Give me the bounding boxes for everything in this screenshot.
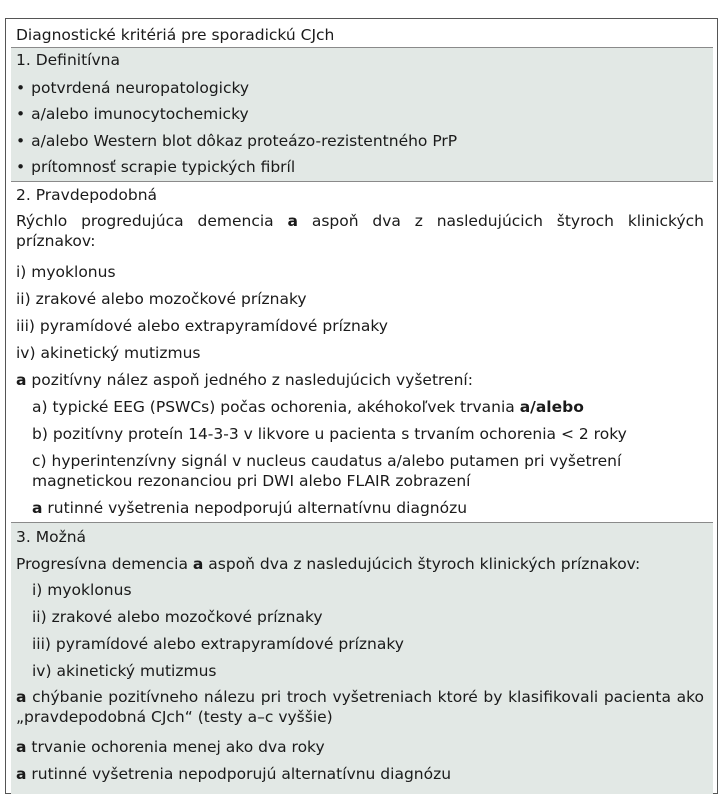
routine-tests xyxy=(16,764,451,784)
conjunction: a xyxy=(16,371,27,389)
section-possible-heading: 3. Možná xyxy=(16,528,87,546)
conjunction: a xyxy=(192,555,204,573)
test-a xyxy=(32,397,584,417)
conjunction: a xyxy=(16,765,27,783)
tests-intro xyxy=(16,370,473,390)
divider xyxy=(11,522,713,523)
test-a-text: a) typické EEG (PSWCs) počas ochorenia, akéhokoľvek trvania xyxy=(32,398,520,416)
test-b: b) pozitívny proteín 14-3-3 v likvore u pacienta s trvaním ochorenia < 2 roky xyxy=(32,425,627,443)
list-item: ii) zrakové alebo mozočkové príznaky xyxy=(16,290,307,308)
list-item: • potvrdená neuropatologicky xyxy=(16,78,249,98)
section-definitive-heading: 1. Definitívna xyxy=(16,51,120,69)
conjunction: a xyxy=(32,499,43,517)
duration-text: trvanie ochorenia menej ako dva roky xyxy=(26,738,325,756)
section-possible-intro xyxy=(16,554,640,574)
list-item: • a/alebo imunocytochemicky xyxy=(16,104,249,124)
duration-criterion xyxy=(16,737,325,757)
intro-text: aspoň dva z nasledujúcich štyroch klinických príznakov: xyxy=(16,212,704,250)
routine-tests xyxy=(32,498,467,518)
routine-text: rutinné vyšetrenia nepodporujú alternatívnu diagnózu xyxy=(42,499,468,517)
section-probable-intro xyxy=(16,211,704,251)
conjunction: a xyxy=(287,212,298,230)
absence-criterion xyxy=(16,687,704,727)
list-item: • a/alebo Western blot dôkaz proteázo-rezistentného PrP xyxy=(16,131,457,151)
table-title: Diagnostické kritériá pre sporadickú CJch xyxy=(16,26,335,44)
routine-text: rutinné vyšetrenia nepodporujú alternatívnu diagnózu xyxy=(26,765,452,783)
list-item: i) myoklonus xyxy=(16,263,116,281)
list-item: i) myoklonus xyxy=(32,581,132,599)
divider xyxy=(11,47,713,48)
list-item: ii) zrakové alebo mozočkové príznaky xyxy=(32,608,323,626)
conjunction: a xyxy=(16,738,27,756)
intro-text: Rýchlo progredujúca demencia xyxy=(16,212,288,230)
test-c: c) hyperintenzívny signál v nucleus caudatus a/alebo putamen pri vyšetrení magnetickou rezonanciou pri DWI alebo FLAIR zobrazení xyxy=(32,452,622,490)
list-item: iv) akinetický mutizmus xyxy=(32,662,217,680)
list-item: iii) pyramídové alebo extrapyramídové príznaky xyxy=(32,635,404,653)
conjunction: a xyxy=(16,688,27,706)
section-probable-heading: 2. Pravdepodobná xyxy=(16,186,158,204)
list-item: • prítomnosť scrapie typických fibríl xyxy=(16,157,295,177)
list-item: iv) akinetický mutizmus xyxy=(16,344,201,362)
intro-text: Progresívna demencia xyxy=(16,555,193,573)
intro-text: aspoň dva z nasledujúcich štyroch klinických príznakov: xyxy=(203,555,641,573)
conjunction: a/alebo xyxy=(519,398,584,416)
list-item: iii) pyramídové alebo extrapyramídové príznaky xyxy=(16,317,388,335)
tests-intro-text: pozitívny nález aspoň jedného z nasledujúcich vyšetrení: xyxy=(26,371,473,389)
divider xyxy=(11,181,713,182)
absence-text: chýbanie pozitívneho nálezu pri troch vyšetreniach ktoré by klasifikovali pacienta ako „pravdepodobná CJch“ (testy a–c vyššie) xyxy=(16,688,704,726)
